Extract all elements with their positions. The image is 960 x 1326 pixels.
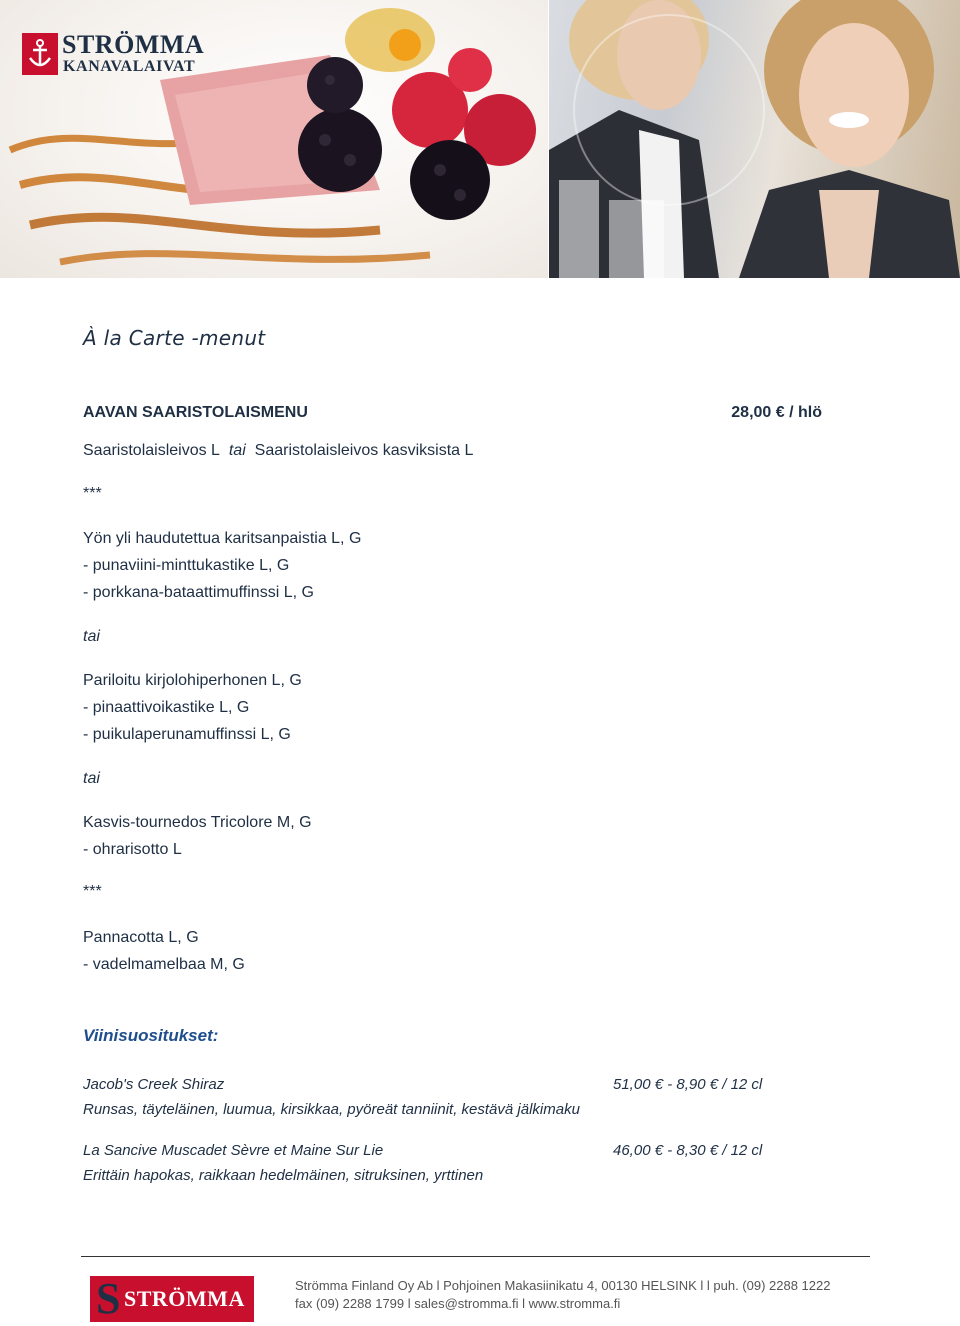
menu-line: - pinaattivoikastike L, G	[83, 699, 250, 716]
footer-logo-text: STRÖMMA	[124, 1286, 245, 1311]
footer-address: Strömma Finland Oy Ab l Pohjoinen Makasiinikatu 4, 00130 HELSINK l l puh. (09) 2288 1222	[295, 1278, 831, 1293]
menu-line: - punaviini-minttukastike L, G	[83, 557, 290, 574]
wine-heading: Viinisuositukset:	[83, 1026, 219, 1045]
menu-line: Kasvis-tournedos Tricolore M, G	[83, 814, 312, 831]
or-separator: tai	[83, 628, 100, 645]
page-title: À la Carte -menut	[83, 326, 266, 350]
menu-name: AAVAN SAARISTOLAISMENU	[83, 404, 308, 421]
starter-b: Saaristolaisleivos kasviksista L	[254, 442, 474, 459]
footer-divider	[81, 1256, 870, 1257]
people-illustration	[549, 0, 960, 278]
menu-line: Yön yli haudutettua karitsanpaistia L, G	[83, 530, 362, 547]
footer-contact: fax (09) 2288 1799 l sales@stromma.fi l www.stromma.fi	[295, 1296, 621, 1311]
starter-line	[83, 441, 473, 461]
separator: ***	[83, 883, 102, 900]
starter-a: Saaristolaisleivos L	[83, 442, 220, 459]
menu-line: - vadelmamelbaa M, G	[83, 956, 245, 973]
menu-line: - ohrarisotto L	[83, 841, 182, 858]
menu-line: Pariloitu kirjolohiperhonen L, G	[83, 672, 302, 689]
separator: ***	[83, 485, 102, 502]
footer-logo	[90, 1276, 254, 1322]
or-separator: tai	[83, 770, 100, 787]
anchor-icon	[22, 33, 58, 75]
wine-description: Runsas, täyteläinen, luumua, kirsikkaa, pyöreät tanniinit, kestävä jälkimaku	[83, 1101, 580, 1118]
wine-price: 51,00 € - 8,90 € / 12 cl	[613, 1076, 763, 1093]
brand-name: STRÖMMA	[62, 30, 205, 59]
menu-line: - porkkana-bataattimuffinssi L, G	[83, 584, 314, 601]
wine-name: La Sancive Muscadet Sèvre et Maine Sur Lie	[83, 1142, 384, 1159]
wine-price: 46,00 € - 8,30 € / 12 cl	[613, 1142, 763, 1159]
anchor-glyph	[27, 38, 53, 70]
people-toasting-photo	[549, 0, 960, 278]
wine-name: Jacob's Creek Shiraz	[83, 1076, 225, 1093]
starter-or: tai	[228, 442, 246, 459]
menu-line: Pannacotta L, G	[83, 929, 199, 946]
menu-price: 28,00 € / hlö	[731, 404, 822, 421]
brand-subtitle: KANAVALAIVAT	[63, 58, 196, 75]
wine-description: Erittäin hapokas, raikkaan hedelmäinen, sitruksinen, yrttinen	[83, 1167, 484, 1184]
s-swoosh-icon: S	[96, 1274, 121, 1323]
menu-line: - puikulaperunamuffinssi L, G	[83, 726, 291, 743]
stromma-logo	[22, 30, 212, 79]
